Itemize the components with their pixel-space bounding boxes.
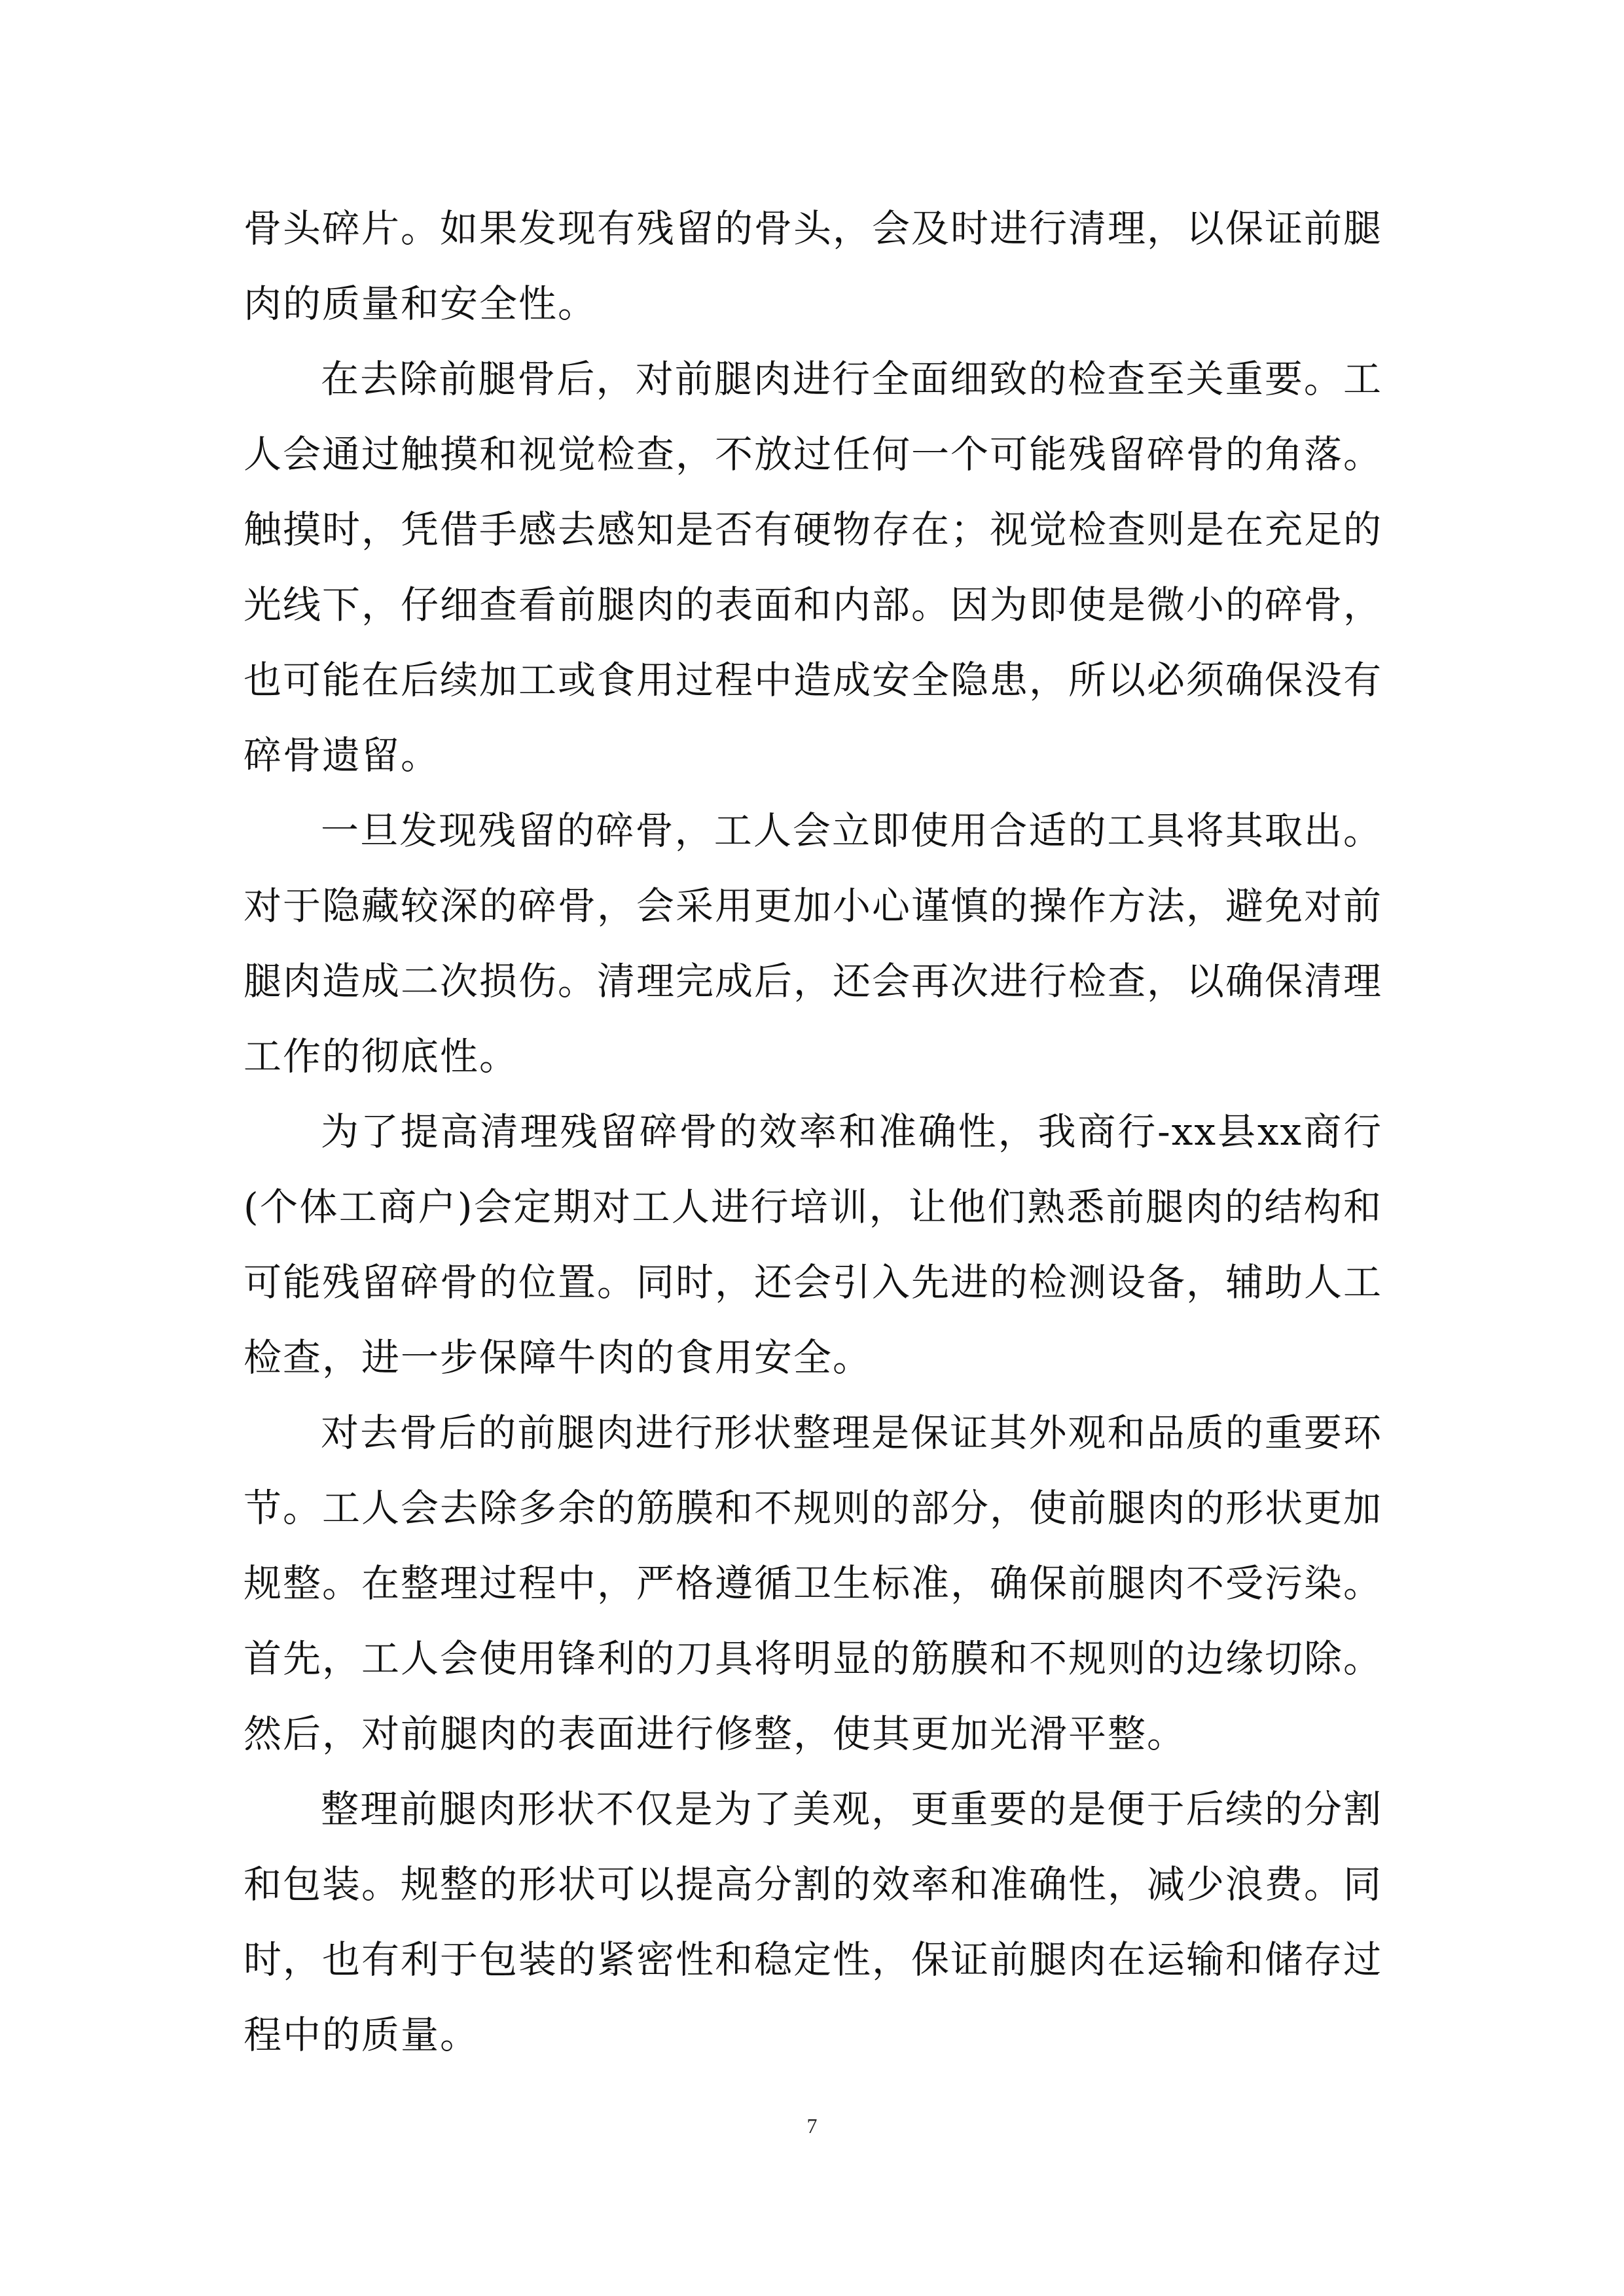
paragraph-removal: 一旦发现残留的碎骨，工人会立即使用合适的工具将其取出。对于隐藏较深的碎骨，会采用更加小心谨慎的操作方法，避免对前腿肉造成二次损伤。清理完成后，还会再次进行检查，以确保清理工作的彻底性。 [244,808,1383,1079]
paragraph-inspection: 在去除前腿骨后，对前腿肉进行全面细致的检查至关重要。工人会通过触摸和视觉检查，不放过任何一个可能残留碎骨的角落。触摸时，凭借手感去感知是否有硬物存在；视觉检查则是在充足的光线下，仔细查看前腿肉的表面和内部。因为即使是微小的碎骨，也可能在后续加工或食用过程中造成安全隐患，所以必须确保没有碎骨遗留。 [244,357,1383,778]
paragraph-continued: 骨头碎片。如果发现有残留的骨头，会及时进行清理，以保证前腿肉的质量和安全性。 [244,206,1383,326]
page-number: 7 [806,2114,818,2138]
document-body [244,191,1382,2073]
paragraph-shaping: 对去骨后的前腿肉进行形状整理是保证其外观和品质的重要环节。工人会去除多余的筋膜和不规则的部分，使前腿肉的形状更加规整。在整理过程中，严格遵循卫生标准，确保前腿肉不受污染。首先，工人会使用锋利的刀具将明显的筋膜和不规则的边缘切除。然后，对前腿肉的表面进行修整，使其更加光滑平整。 [244,1410,1383,1756]
paragraph-purpose: 整理前腿肉形状不仅是为了美观，更重要的是便于后续的分割和包装。规整的形状可以提高分割的效率和准确性，减少浪费。同时，也有利于包装的紧密性和稳定性，保证前腿肉在运输和储存过程中的质量。 [244,1787,1383,2057]
paragraph-training: 为了提高清理残留碎骨的效率和准确性，我商行-xx县xx商行(个体工商户)会定期对工人进行培训，让他们熟悉前腿肉的结构和可能残留碎骨的位置。同时，还会引入先进的检测设备，辅助人工检查，进一步保障牛肉的食用安全。 [244,1109,1383,1380]
